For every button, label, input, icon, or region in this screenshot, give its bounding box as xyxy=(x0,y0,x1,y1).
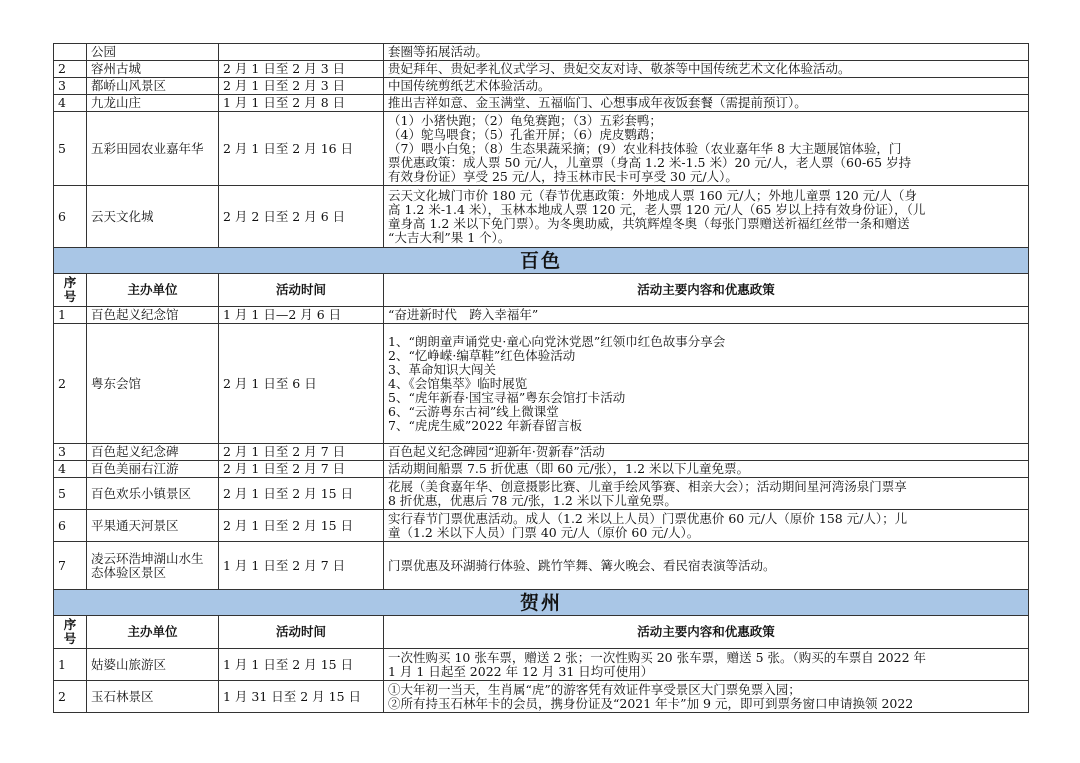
content-line: （7）喂小白兔；（8）生态果蔬采摘；(9）农业科技体验（农业嘉年华 8 大主题展馆体验，门 xyxy=(388,140,902,156)
content-line: （1）小猪快跑；（2）龟兔赛跑；（3）五彩套鸭； xyxy=(388,112,662,128)
content-cell xyxy=(384,542,1029,590)
header-content: 活动主要内容和优惠政策 xyxy=(384,274,1029,307)
row-number: 4 xyxy=(54,461,87,478)
organizer-cell: 容州古城 xyxy=(87,61,219,78)
content-line: 花展（美食嘉年华、创意摄影比赛、儿童手绘风筝赛、相亲大会）；活动期间星河湾汤泉门票享 xyxy=(388,478,907,494)
row-number xyxy=(54,44,87,61)
content-cell xyxy=(384,78,1029,95)
row-number: 6 xyxy=(54,510,87,542)
date-cell: 2 月 1 日至 2 月 15 日 xyxy=(219,510,384,542)
content-line: 2、“忆峥嵘·编草鞋”红色体验活动 xyxy=(388,347,576,363)
row-number: 2 xyxy=(54,61,87,78)
row-number: 6 xyxy=(54,186,87,248)
table-row xyxy=(54,542,1029,590)
content-line: 门票优惠及环湖骑行体验、跳竹竿舞、篝火晚会、看民宿表演等活动。 xyxy=(388,557,776,573)
content-line: 5、“虎年新春·国宝寻福”粤东会馆打卡活动 xyxy=(388,389,626,405)
row-number: 7 xyxy=(54,542,87,590)
date-cell: 2 月 1 日至 2 月 3 日 xyxy=(219,78,384,95)
organizer-cell: 百色起义纪念馆 xyxy=(87,307,219,324)
organizer-cell: 都峤山风景区 xyxy=(87,78,219,95)
date-cell: 2 月 1 日至 2 月 7 日 xyxy=(219,444,384,461)
date-cell: 1 月 1 日至 2 月 15 日 xyxy=(219,649,384,681)
content-line: 有效身份证）享受 25 元/人，持玉林市民卡可享受 30 元/人）。 xyxy=(388,168,738,184)
content-line: 1、“朗朗童声诵党史·童心向党沐党恩”红领巾红色故事分享会 xyxy=(388,333,726,349)
content-cell xyxy=(384,444,1029,461)
content-line: 中国传统剪纸艺术体验活动。 xyxy=(388,78,551,93)
table-row xyxy=(54,681,1029,713)
organizer-cell: 百色欢乐小镇景区 xyxy=(87,478,219,510)
table-row xyxy=(54,461,1029,478)
table-row xyxy=(54,649,1029,681)
table-row xyxy=(54,478,1029,510)
column-header-row xyxy=(54,616,1029,649)
content-cell xyxy=(384,307,1029,324)
content-cell xyxy=(384,44,1029,61)
date-cell: 2 月 1 日至 2 月 15 日 xyxy=(219,478,384,510)
content-line: 3、革命知识大闯关 xyxy=(388,361,496,377)
column-header-row xyxy=(54,274,1029,307)
content-line: 4、《会馆集萃》临时展览 xyxy=(388,375,528,391)
date-cell: 2 月 1 日至 2 月 16 日 xyxy=(219,112,384,186)
content-cell xyxy=(384,95,1029,112)
content-cell xyxy=(384,61,1029,78)
organizer-cell: 五彩田园农业嘉年华 xyxy=(87,112,219,186)
row-number: 1 xyxy=(54,307,87,324)
content-cell xyxy=(384,681,1029,713)
city-title: 百色 xyxy=(54,248,1029,274)
date-cell: 2 月 1 日至 2 月 7 日 xyxy=(219,461,384,478)
date-cell: 1 月 1 日至 2 月 7 日 xyxy=(219,542,384,590)
row-number: 5 xyxy=(54,478,87,510)
content-cell xyxy=(384,649,1029,681)
table-row xyxy=(54,186,1029,248)
content-line: 活动期间船票 7.5 折优惠（即 60 元/张），1.2 米以下儿童免票。 xyxy=(388,461,749,476)
content-line: 6、“云游粤东古祠”线上微课堂 xyxy=(388,403,559,419)
header-num: 序号 xyxy=(54,274,87,307)
organizer-cell: 平果通天河景区 xyxy=(87,510,219,542)
content-line: 套圈等拓展活动。 xyxy=(388,44,489,59)
organizer-cell: 九龙山庄 xyxy=(87,95,219,112)
table-row xyxy=(54,324,1029,444)
date-cell xyxy=(219,44,384,61)
content-line: 推出吉祥如意、金玉满堂、五福临门、心想事成年夜饭套餐（需提前预订）。 xyxy=(388,95,807,110)
header-organizer: 主办单位 xyxy=(87,616,219,649)
row-number: 3 xyxy=(54,444,87,461)
content-cell xyxy=(384,478,1029,510)
city-section-header xyxy=(54,248,1029,274)
header-organizer: 主办单位 xyxy=(87,274,219,307)
row-number: 2 xyxy=(54,681,87,713)
content-line: 8 折优惠，优惠后 78 元/张，1.2 米以下儿童免票。 xyxy=(388,492,677,508)
table-row xyxy=(54,44,1029,61)
content-line: “大吉大利”果 1 个）。 xyxy=(388,229,511,245)
content-line: 童身高 1.2 米以下免门票）。为冬奥助威，共筑辉煌冬奥（每张门票赠送祈福红丝带一条和赠送 xyxy=(388,215,910,231)
row-number: 5 xyxy=(54,112,87,186)
content-line: （4）鸵鸟喂食；（5）孔雀开屏；（6）虎皮鹦鹉； xyxy=(388,126,662,142)
row-number: 3 xyxy=(54,78,87,95)
city-section-header xyxy=(54,590,1029,616)
organizer-cell: 姑婆山旅游区 xyxy=(87,649,219,681)
organizer-cell: 玉石林景区 xyxy=(87,681,219,713)
content-cell xyxy=(384,112,1029,186)
content-line: “奋进新时代 跨入幸福年” xyxy=(388,307,539,322)
content-line: 7、“虎虎生威”2022 年新春留言板 xyxy=(388,417,583,433)
content-line: 贵妃拜年、贵妃孝礼仪式学习、贵妃交友对诗、敬茶等中国传统艺术文化体验活动。 xyxy=(388,61,851,76)
content-line: 票优惠政策：成人票 50 元/人，儿童票（身高 1.2 米-1.5 米）20 元/人，老人票（60-65 岁持 xyxy=(388,154,912,170)
content-line: 一次性购买 10 张车票，赠送 2 张；一次性购买 20 张车票，赠送 5 张。（购买的车票自 2022 年 xyxy=(388,649,927,665)
header-content: 活动主要内容和优惠政策 xyxy=(384,616,1029,649)
row-number: 1 xyxy=(54,649,87,681)
table-row xyxy=(54,95,1029,112)
content-cell xyxy=(384,510,1029,542)
content-line: 童（1.2 米以下人员）门票 40 元/人（原价 60 元/人）。 xyxy=(388,524,700,540)
date-cell: 2 月 2 日至 2 月 6 日 xyxy=(219,186,384,248)
organizer-cell: 云天文化城 xyxy=(87,186,219,248)
content-line: 百色起义纪念碑园“迎新年·贺新春”活动 xyxy=(388,444,605,459)
table-row xyxy=(54,61,1029,78)
organizer-cell: 粤东会馆 xyxy=(87,324,219,444)
content-cell xyxy=(384,461,1029,478)
content-line: 实行春节门票优惠活动。成人（1.2 米以上人员）门票优惠价 60 元/人（原价 158 元/人）；儿 xyxy=(388,510,908,526)
content-line: 1 月 1 日起至 2022 年 12 月 31 日均可使用） xyxy=(388,663,654,679)
row-number: 4 xyxy=(54,95,87,112)
date-cell: 1 月 31 日至 2 月 15 日 xyxy=(219,681,384,713)
organizer-cell: 凌云环浩坤湖山水生态体验区景区 xyxy=(87,542,219,590)
content-line: ①大年初一当天，生肖属“虎”的游客凭有效证件享受景区大门票免票入园； xyxy=(388,681,801,697)
content-cell xyxy=(384,186,1029,248)
organizer-cell: 百色起义纪念碑 xyxy=(87,444,219,461)
date-cell: 1 月 1 日—2 月 6 日 xyxy=(219,307,384,324)
content-line: ②所有持玉石林年卡的会员，携身份证及“2021 年卡”加 9 元，即可到票务窗口申请换领 2022 xyxy=(388,695,914,711)
table-row xyxy=(54,78,1029,95)
date-cell: 2 月 1 日至 6 日 xyxy=(219,324,384,444)
table-row xyxy=(54,510,1029,542)
content-cell xyxy=(384,324,1029,444)
organizer-cell: 公园 xyxy=(87,44,219,61)
date-cell: 2 月 1 日至 2 月 3 日 xyxy=(219,61,384,78)
header-date: 活动时间 xyxy=(219,616,384,649)
table-row xyxy=(54,112,1029,186)
activity-table xyxy=(53,43,1029,713)
table-row xyxy=(54,307,1029,324)
date-cell: 1 月 1 日至 2 月 8 日 xyxy=(219,95,384,112)
header-date: 活动时间 xyxy=(219,274,384,307)
organizer-cell: 百色美丽右江游 xyxy=(87,461,219,478)
city-title: 贺州 xyxy=(54,590,1029,616)
table-row xyxy=(54,444,1029,461)
header-num: 序号 xyxy=(54,616,87,649)
content-line: 云天文化城门市价 180 元（春节优惠政策：外地成人票 160 元/人；外地儿童票 120 元/人（身 xyxy=(388,187,917,203)
row-number: 2 xyxy=(54,324,87,444)
content-line: 高 1.2 米-1.4 米），玉林本地成人票 120 元，老人票 120 元/人（65 岁以上持有效身份证），（儿 xyxy=(388,201,926,217)
